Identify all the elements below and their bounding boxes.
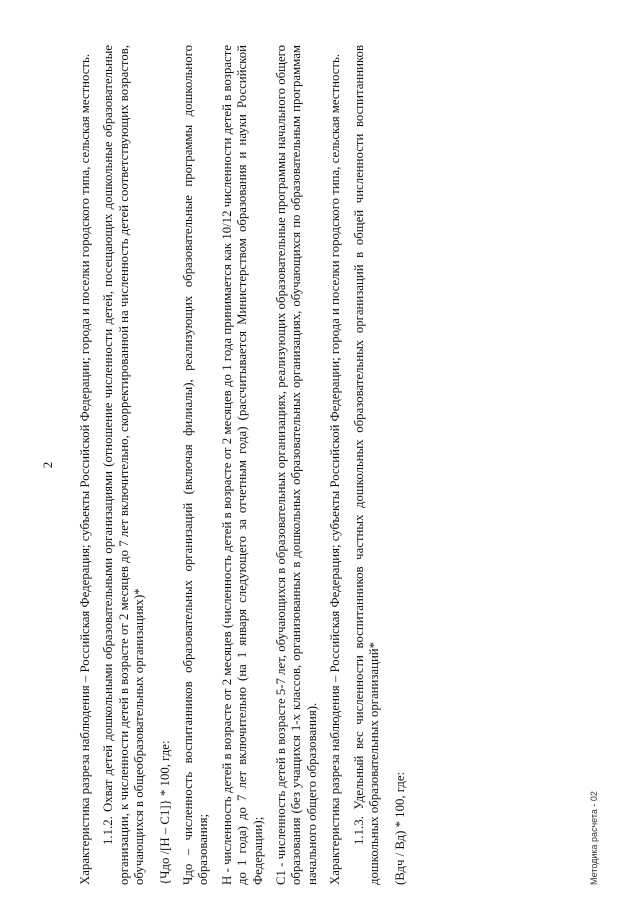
definition-c1: С1 - численность детей в возрасте 5-7 лет, обучающихся в образовательных организациях, реализующих образовательные программы начального общего образования (без учащихся 1-х классов, организованных в дошкольных образовательных организациях, обучающихся по образовательным программам начального общего образования). bbox=[274, 45, 319, 885]
paragraph-1-1-3-heading: 1.1.3. Удельный вес численности воспитанников частных дошкольных образовательных организаций в общей численности воспитанников дошкольных образовательных организаций* bbox=[351, 45, 382, 885]
rotated-content bbox=[40, 45, 600, 885]
definition-n: Н - численность детей в возрасте от 2 месяцев (численность детей в возрасте от 2 месяцев до 1 года принимается как 10/12 численности детей в возрасте до 1 года) до 7 лет включительно (на 1 января следующего за отчетным года) (рассчитывается Министерством образования и науки Российской Федерации); bbox=[219, 45, 265, 885]
paragraph-observation-section-1: Характеристика разреза наблюдения – Российская Федерация; субъекты Российской Федерации; города и поселки городского типа, сельская местность. bbox=[78, 53, 92, 885]
paragraph-observation-section-2: Характеристика разреза наблюдения – Российская Федерация; субъекты Российской Федерации; города и поселки городского типа, сельская местность. bbox=[328, 53, 343, 885]
formula-coverage: {Чдо /[Н – С1]} * 100, где: bbox=[157, 740, 172, 885]
paragraph-1-1-2-heading: 1.1.2. Охват детей дошкольными образовательными организациями (отношение численности детей, посещающих дошкольные образовательные организации, к численности детей в возрасте от 2 месяцев до 7 лет включительно, скорректированной на численность детей соответствующих возрастов, обучающихся в общеобразовательных организациях)* bbox=[101, 45, 147, 885]
formula-private-share: (Вдч / Вд) * 100, где: bbox=[392, 771, 407, 885]
definition-cdo: Чдо – численность воспитанников образовательных организаций (включая филиалы), реализующих образовательные программы дошкольного образования; bbox=[181, 45, 211, 885]
footer-label: Методика расчета - 02 bbox=[588, 791, 599, 885]
page-number: 2 bbox=[40, 461, 55, 469]
document-body bbox=[78, 45, 416, 885]
